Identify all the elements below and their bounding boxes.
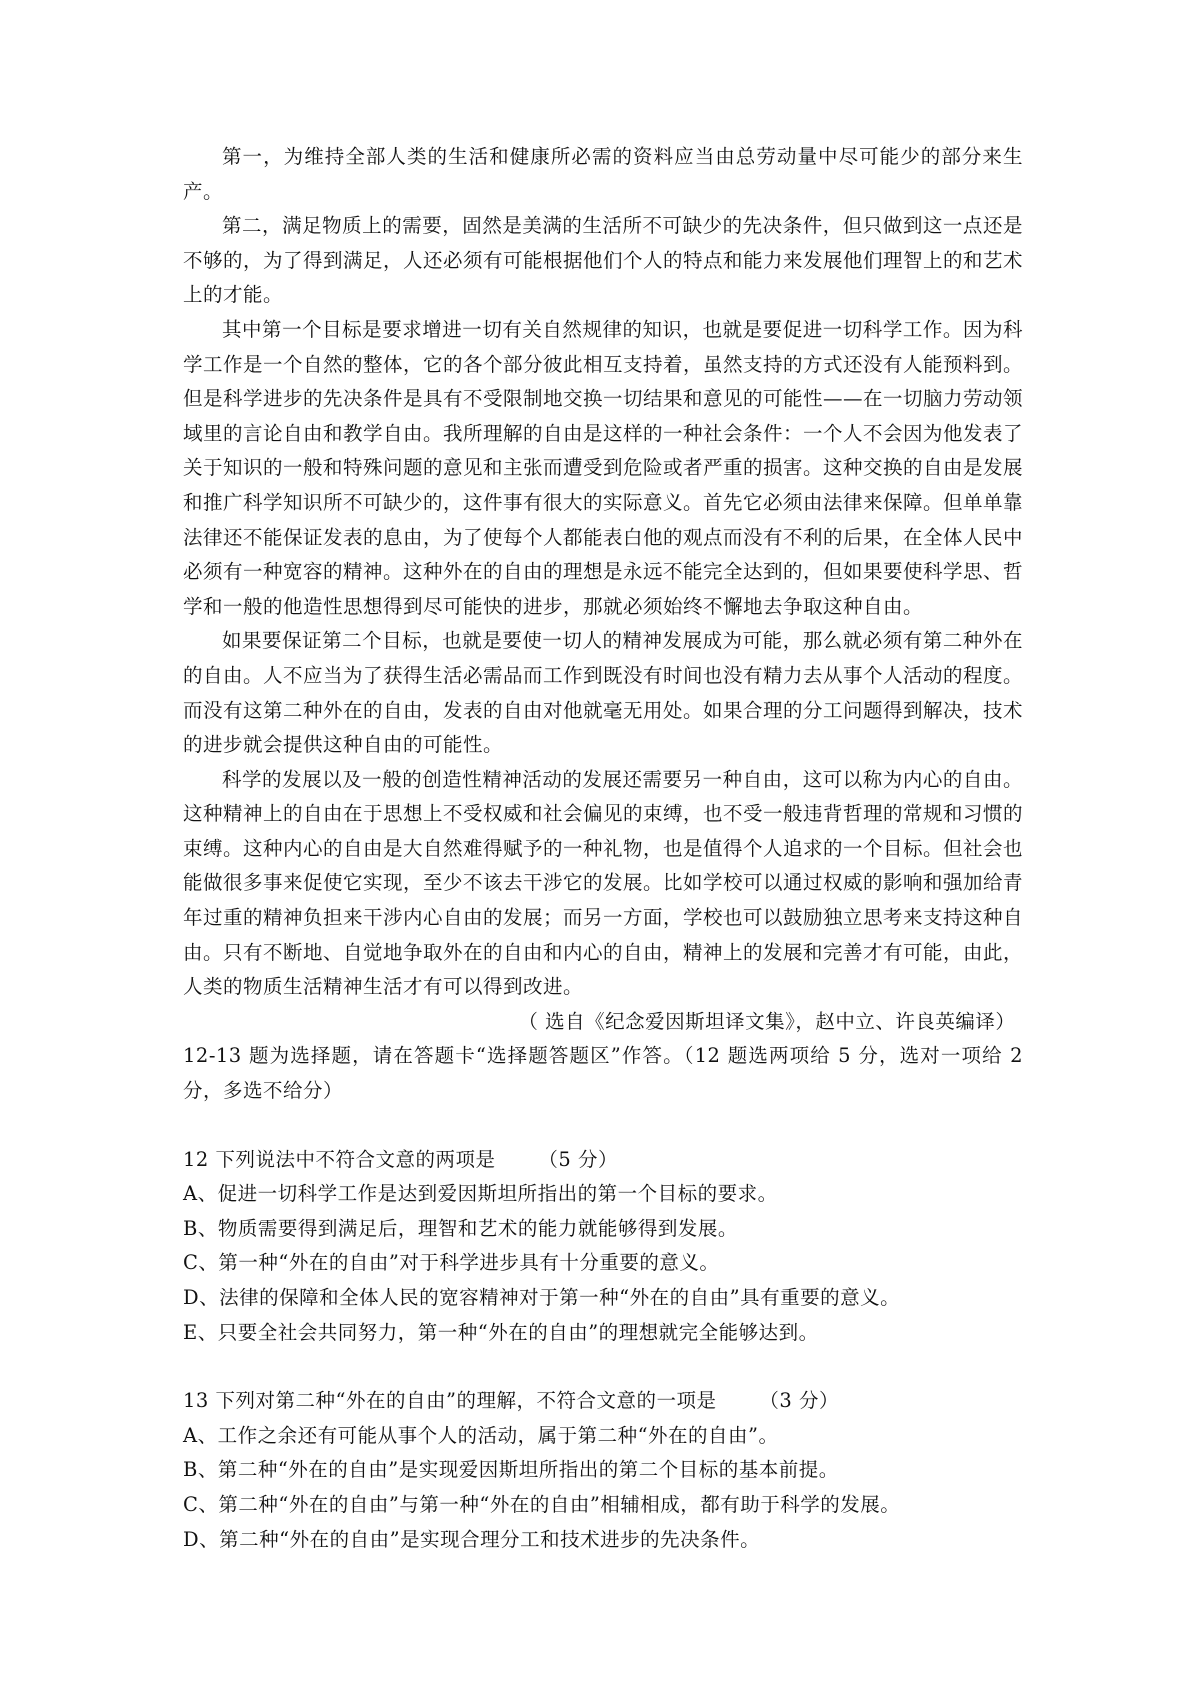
citation: （ 选自《纪念爱因斯坦译文集》，赵中立、许良英编译） [518, 1009, 1016, 1033]
instructions: 12-13 题为选择题，请在答题卡“选择题答题区”作答。（12 题选两项给 5 分，选对一项给 2 分，多选不给分） [183, 1044, 1023, 1103]
question-score: （3 分） [759, 1389, 839, 1413]
option-a: A、促进一切科学工作是达到爱因斯坦所指出的第一个目标的要求。 [183, 1182, 778, 1206]
spacer [183, 1350, 1023, 1384]
document-content [183, 140, 1023, 1557]
question-13 [183, 1384, 1023, 1557]
question-stem [183, 1384, 1023, 1419]
option-d: D、第二种“外在的自由”是实现合理分工和技术进步的先决条件。 [183, 1527, 761, 1551]
paragraph-3: 其中第一个目标是要求增进一切有关自然规律的知识，也就是要促进一切科学工作。因为科学工作是一个自然的整体，它的各个部分彼此相互支持着，虽然支持的方式还没有人能预料到。但是科学进步的先决条件是具有不受限制地交换一切结果和意见的可能性——在一切脑力劳动领域里的言论自由和教学自由。我所理解的自由是这样的一种社会条件：一个人不会因为他发表了关于知识的一般和特殊问题的意见和主张而遭受到危险或者严重的损害。这种交换的自由是发展和推广科学知识所不可缺少的，这件事有很大的实际意义。首先它必须由法律来保障。但单单靠法律还不能保证发表的息由，为了使每个人都能表白他的观点而没有不利的后果，在全体人民中必须有一种宽容的精神。这种外在的自由的理想是永远不能完全达到的，但如果要使科学思、哲学和一般的他造性思想得到尽可能快的进步，那就必须始终不懈地去争取这种自由。 [183, 317, 1024, 618]
paragraph-4: 如果要保证第二个目标，也就是要使一切人的精神发展成为可能，那么就必须有第二种外在的自由。人不应当为了获得生活必需品而工作到既没有时间也没有精力去从事个人活动的程度。而没有这第二种外在的自由，发表的自由对他就毫无用处。如果合理的分工问题得到解决，技术的进步就会提供这种自由的可能性。 [183, 629, 1024, 757]
option-a: A、工作之余还有可能从事个人的活动，属于第二种“外在的自由”。 [183, 1423, 779, 1447]
question-stem-text: 12 下列说法中不符合文意的两项是 [183, 1147, 496, 1171]
option-b: B、物质需要得到满足后，理智和艺术的能力就能够得到发展。 [183, 1216, 738, 1240]
question-score: （5 分） [538, 1147, 619, 1171]
question-12 [183, 1143, 1023, 1351]
question-stem [183, 1143, 1023, 1178]
option-d: D、法律的保障和全体人民的宽容精神对于第一种“外在的自由”具有重要的意义。 [183, 1286, 901, 1309]
option-e: E、只要全社会共同努力，第一种“外在的自由”的理想就完全能够达到。 [183, 1320, 819, 1344]
question-stem-text: 13 下列对第二种“外在的自由”的理解，不符合文意的一项是 [183, 1389, 717, 1413]
spacer [183, 1109, 1023, 1143]
option-b: B、第二种“外在的自由”是实现爱因斯坦所指出的第二个目标的基本前提。 [183, 1458, 839, 1482]
option-c: C、第二种“外在的自由”与第一种“外在的自由”相辅相成，都有助于科学的发展。 [183, 1492, 901, 1516]
paragraph-1: 第一，为维持全部人类的生活和健康所必需的资料应当由总劳动量中尽可能少的部分来生产。 [183, 145, 1023, 203]
option-c: C、第一种“外在的自由”对于科学进步具有十分重要的意义。 [183, 1251, 720, 1275]
paragraph-5: 科学的发展以及一般的创造性精神活动的发展还需要另一种自由，这可以称为内心的自由。这种精神上的自由在于思想上不受权威和社会偏见的束缚，也不受一般违背哲理的常规和习惯的束缚。这种内心的自由是大自然难得赋予的一种礼物，也是值得个人追求的一个目标。但社会也能做很多事来促使它实现，至少不该去干涉它的发展。比如学校可以通过权威的影响和强加给青年过重的精神负担来干涉内心自由的发展；而另一方面，学校也可以鼓励独立思考来支持这种自由。只有不断地、自觉地争取外在的自由和内心的自由，精神上的发展和完善才有可能，由此，人类的物质生活精神生活才有可以得到改进。 [183, 767, 1024, 999]
paragraph-2: 第二，满足物质上的需要，固然是美满的生活所不可缺少的先决条件，但只做到这一点还是不够的，为了得到满足，人还必须有可能根据他们个人的特点和能力来发展他们理智上的和艺术上的才能。 [183, 214, 1024, 307]
